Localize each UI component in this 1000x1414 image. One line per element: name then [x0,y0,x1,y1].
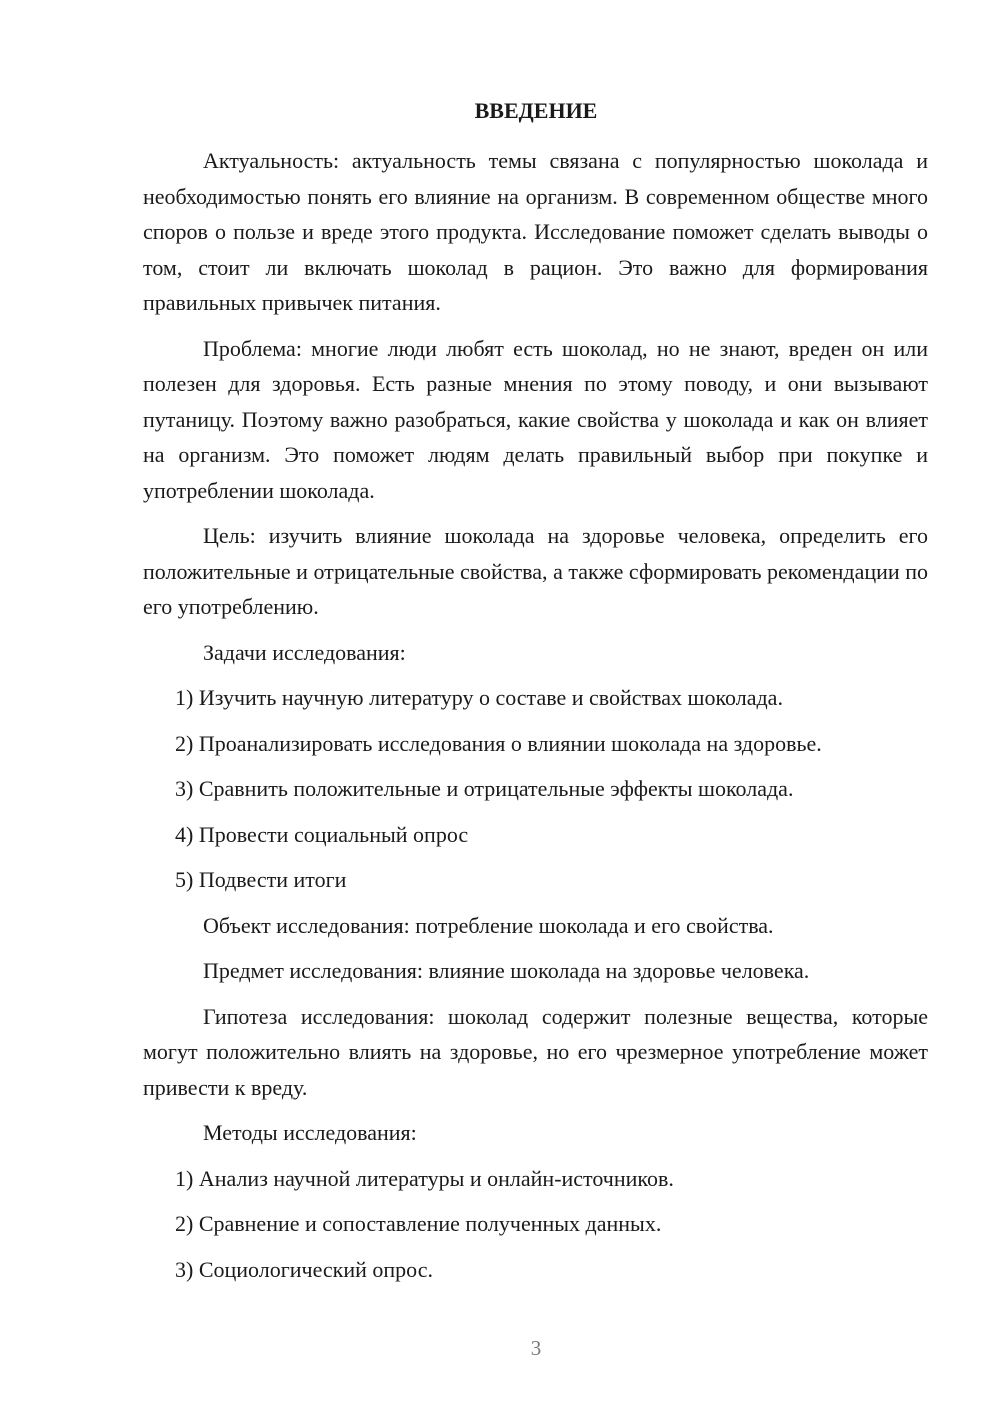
paragraph-subject: Предмет исследования: влияние шоколада на здоровье человека. [203,958,810,983]
task-item: 2) Проанализировать исследования о влиянии шоколада на здоровье. [175,730,822,756]
tasks-title: Задачи исследования: [203,639,406,665]
paragraph-problem: Проблема: многие люди любят есть шоколад, но не знают, вреден он или полезен для здоровья. Есть разные мнения по этому поводу, и они вызывают путаницу. Поэтому важно разобраться, какие свойства у шоколада и как он влияет на организм. Это поможет людям делать правильный выбор при покупке и употреблении шоколада. [143,335,928,503]
paragraph-object: Объект исследования: потребление шоколада и его свойства. [203,912,774,938]
body-text [143,143,928,1297]
method-item: 1) Анализ научной литературы и онлайн-источников. [175,1165,674,1191]
task-item: 5) Подвести итоги [175,867,347,892]
section-heading: ВВЕДЕНИЕ [474,98,598,123]
paragraph-hypothesis: Гипотеза исследования: шоколад содержит полезные вещества, которые могут положительно влиять на здоровье, но его чрезмерное употребление может привести к вреду. [143,1003,928,1100]
method-item: 2) Сравнение и сопоставление полученных данных. [175,1211,662,1236]
paragraph-relevance: Актуальность: актуальность темы связана с популярностью шоколада и необходимостью понять его влияние на организм. В современном обществе много споров о пользе и вреде этого продукта. Исследование поможет сделать выводы о том, стоит ли включать шоколад в рацион. Это важно для формирования правильных привычек питания. [143,148,928,315]
page-number: 3 [530,1336,542,1360]
task-item: 1) Изучить научную литературу о составе и свойствах шоколада. [175,685,783,710]
method-item: 3) Социологический опрос. [175,1256,433,1282]
task-item: 4) Провести социальный опрос [175,821,469,847]
methods-title: Методы исследования: [203,1120,417,1145]
paragraph-goal: Цель: изучить влияние шоколада на здоровье человека, определить его положительные и отрицательные свойства, а также сформировать рекомендации по его употреблению. [143,523,928,619]
task-item: 3) Сравнить положительные и отрицательные эффекты шоколада. [175,776,794,801]
